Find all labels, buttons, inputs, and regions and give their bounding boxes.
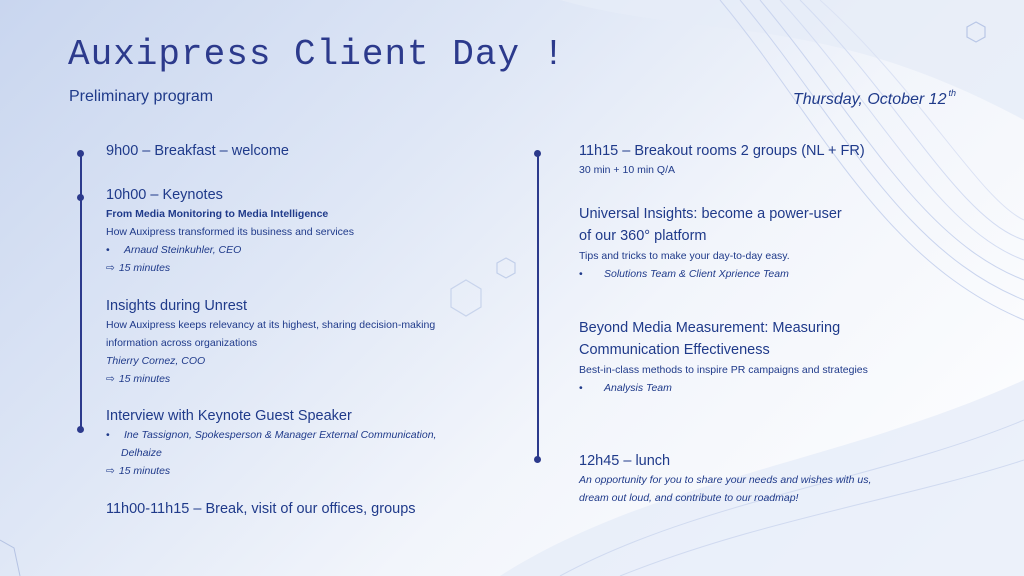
event-date: Thursday, October 12 $^{th}$ <box>792 88 956 108</box>
insights-item <box>579 203 842 283</box>
timeline-dot <box>534 150 541 157</box>
agenda-heading: Insights during Unrest <box>106 298 248 314</box>
hexagon-icon <box>448 278 484 318</box>
timeline-dot <box>77 426 84 433</box>
hexagon-icon <box>494 256 518 280</box>
keynotes-item <box>106 185 354 277</box>
unrest-item <box>106 296 435 388</box>
break-item <box>106 499 416 519</box>
timeline-dot <box>77 150 84 157</box>
agenda-heading: 9h00 – Breakfast – welcome <box>106 143 289 159</box>
speaker-bullet: • Arnaud Steinkuhler, CEO <box>106 241 354 259</box>
timeline-right <box>537 152 539 460</box>
timeline-dot <box>77 194 84 201</box>
interview-item <box>106 406 436 480</box>
agenda-heading: Beyond Media Measurement: Measuring <box>579 320 841 336</box>
arrow-right-icon: ⇨ <box>106 373 115 385</box>
breakout-item <box>579 141 865 179</box>
session-description: information across organizations <box>106 337 258 349</box>
breakfast-item <box>106 141 289 161</box>
agenda-heading: 12h45 – lunch <box>579 453 671 469</box>
agenda-heading: Universal Insights: become a power-user <box>579 206 842 222</box>
duration: ⇨ 15 minutes <box>106 465 171 477</box>
timeline-dot <box>534 456 541 463</box>
session-description: How Auxipress transformed its business and services <box>106 226 355 238</box>
session-description: dream out loud, and contribute to our roadmap! <box>579 492 799 504</box>
agenda-heading: Interview with Keynote Guest Speaker <box>106 408 352 424</box>
agenda-heading: 11h15 – Breakout rooms 2 groups (NL + FR) <box>579 143 865 159</box>
agenda-heading: 10h00 – Keynotes <box>106 187 223 203</box>
page-subtitle: Preliminary program <box>69 88 214 105</box>
speaker: Thierry Cornez, COO <box>106 355 206 367</box>
duration: ⇨ 15 minutes <box>106 262 171 274</box>
session-description: Tips and tricks to make your day-to-day easy. <box>579 250 790 262</box>
team-bullet: • Solutions Team & Client Xprience Team <box>579 265 842 283</box>
hexagon-icon <box>964 20 988 44</box>
speaker-bullet: • Ine Tassignon, Spokesperson & Manager External Communication, <box>106 426 436 444</box>
duration: ⇨ 15 minutes <box>106 373 171 385</box>
session-subtitle: From Media Monitoring to Media Intelligence <box>106 208 329 220</box>
agenda-heading: Communication Effectiveness <box>579 342 770 358</box>
session-description: How Auxipress keeps relevancy at its highest, sharing decision-making <box>106 319 436 331</box>
measurement-item <box>579 317 868 397</box>
session-description: An opportunity for you to share your needs and wishes with us, <box>579 474 872 486</box>
agenda-heading: 11h00-11h15 – Break, visit of our offices, groups <box>106 501 416 517</box>
session-description: 30 min + 10 min Q/A <box>579 164 676 176</box>
speaker-continued: Delhaize <box>121 447 162 459</box>
agenda-heading: of our 360° platform <box>579 228 707 244</box>
arrow-right-icon: ⇨ <box>106 465 115 477</box>
session-description: Best-in-class methods to inspire PR campaigns and strategies <box>579 364 868 376</box>
arrow-right-icon: ⇨ <box>106 262 115 274</box>
team-bullet: • Analysis Team <box>579 379 868 397</box>
lunch-item <box>579 451 871 507</box>
page-title: Auxipress Client Day ! <box>68 34 566 75</box>
